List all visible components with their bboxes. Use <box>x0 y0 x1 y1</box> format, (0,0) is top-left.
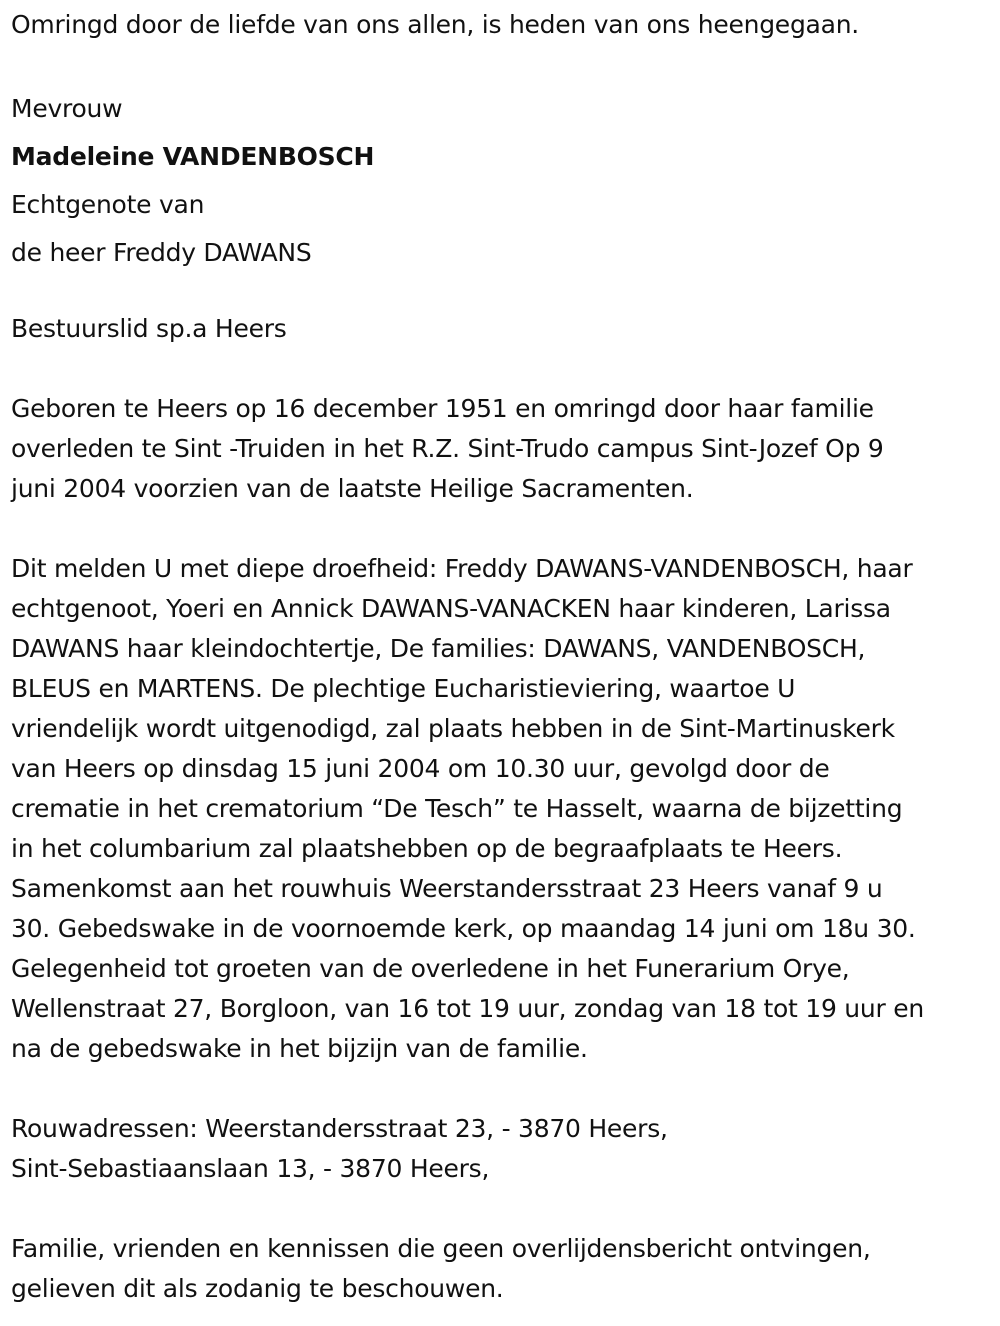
announcement-paragraph <box>11 549 924 1069</box>
deceased-header <box>11 85 374 277</box>
birth-death-paragraph <box>11 389 884 509</box>
paragraph-line: DAWANS haar kleindochtertje, De families: DAWANS, VANDENBOSCH, <box>11 634 866 663</box>
paragraph-line: Familie, vrienden en kennissen die geen overlijdensbericht ontvingen, <box>11 1234 871 1263</box>
paragraph-line: Wellenstraat 27, Borgloon, van 16 tot 19 uur, zondag van 18 tot 19 uur en <box>11 994 924 1023</box>
paragraph-line: vriendelijk wordt uitgenodigd, zal plaats hebben in de Sint-Martinuskerk <box>11 714 895 743</box>
paragraph-line: crematie in het crematorium “De Tesch” te Hasselt, waarna de bijzetting <box>11 794 903 823</box>
paragraph-line: in het columbarium zal plaatshebben op de begraafplaats te Heers. <box>11 834 843 863</box>
intro-paragraph <box>11 5 859 45</box>
paragraph-line: Geboren te Heers op 16 december 1951 en omringd door haar familie <box>11 394 874 423</box>
address-line: Sint-Sebastiaanslaan 13, - 3870 Heers, <box>11 1154 490 1183</box>
function-text: Bestuurslid sp.a Heers <box>11 314 287 343</box>
intro-text: Omringd door de liefde van ons allen, is heden van ons heengegaan. <box>11 10 859 39</box>
paragraph-line: Dit melden U met diepe droefheid: Freddy DAWANS-VANDENBOSCH, haar <box>11 554 913 583</box>
closing-paragraph <box>11 1229 871 1309</box>
deceased-name: Madeleine VANDENBOSCH <box>11 142 375 171</box>
paragraph-line: gelieven dit als zodanig te beschouwen. <box>11 1274 504 1303</box>
relation-line: Echtgenote van <box>11 190 205 219</box>
paragraph-line: na de gebedswake in het bijzijn van de familie. <box>11 1034 588 1063</box>
paragraph-line: 30. Gebedswake in de voornoemde kerk, op maandag 14 juni om 18u 30. <box>11 914 916 943</box>
paragraph-line: van Heers op dinsdag 15 juni 2004 om 10.30 uur, gevolgd door de <box>11 754 830 783</box>
paragraph-line: juni 2004 voorzien van de laatste Heilige Sacramenten. <box>11 474 694 503</box>
paragraph-line: echtgenoot, Yoeri en Annick DAWANS-VANACKEN haar kinderen, Larissa <box>11 594 891 623</box>
salutation: Mevrouw <box>11 94 123 123</box>
paragraph-line: Samenkomst aan het rouwhuis Weerstandersstraat 23 Heers vanaf 9 u <box>11 874 883 903</box>
paragraph-line: BLEUS en MARTENS. De plechtige Eucharistieviering, waartoe U <box>11 674 796 703</box>
paragraph-line: Gelegenheid tot groeten van de overledene in het Funerarium Orye, <box>11 954 850 983</box>
spouse-line: de heer Freddy DAWANS <box>11 238 312 267</box>
paragraph-line: overleden te Sint -Truiden in het R.Z. Sint-Trudo campus Sint-Jozef Op 9 <box>11 434 884 463</box>
addresses-paragraph <box>11 1109 668 1189</box>
function-paragraph <box>11 309 287 349</box>
address-line: Rouwadressen: Weerstandersstraat 23, - 3870 Heers, <box>11 1114 668 1143</box>
